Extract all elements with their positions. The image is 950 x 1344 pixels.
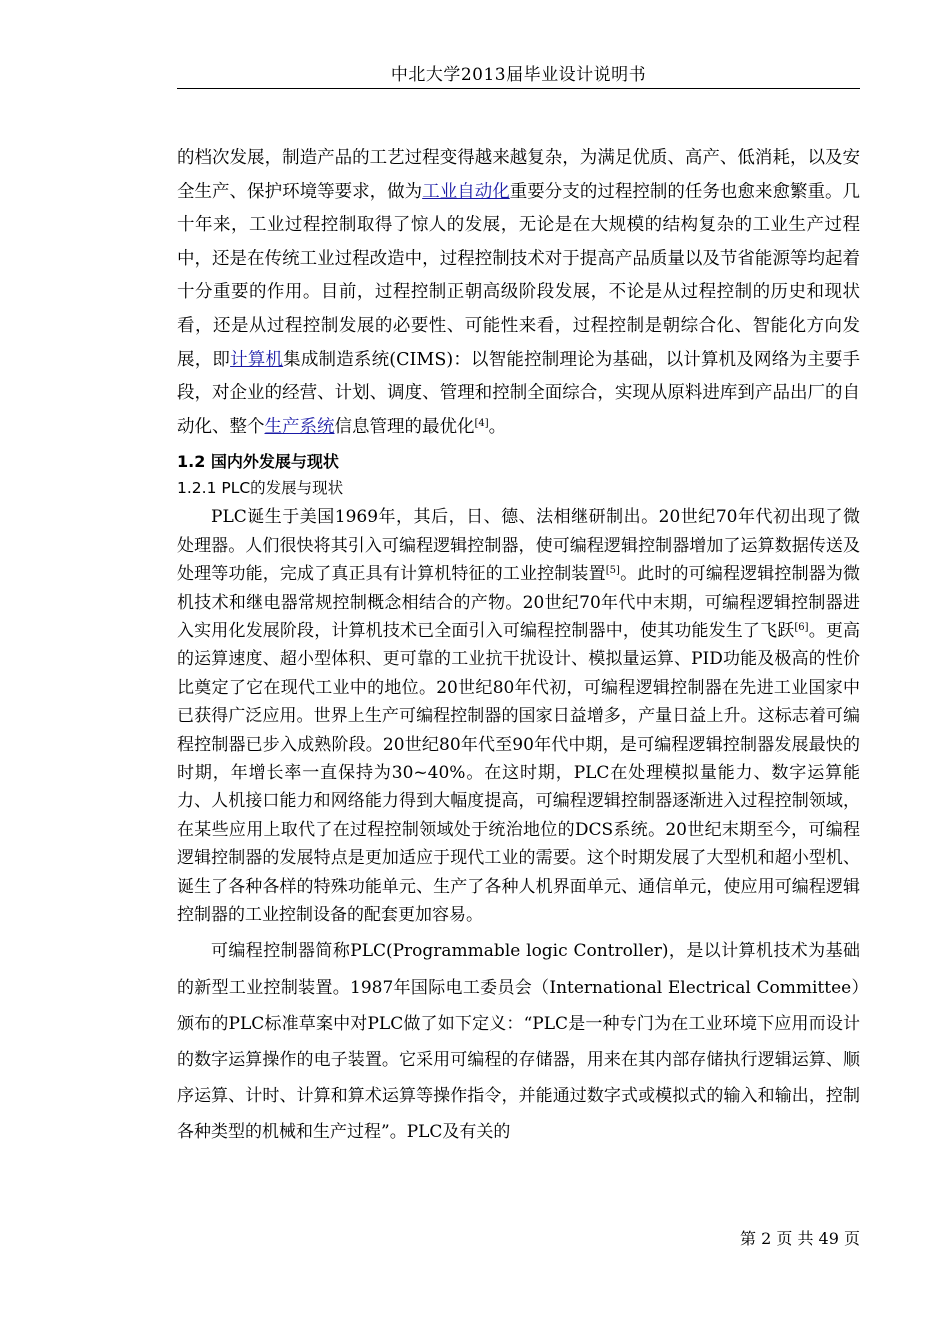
citation-ref-5: [5] <box>605 565 620 577</box>
header-rule <box>177 88 860 89</box>
citation-ref-4: [4] <box>474 417 489 429</box>
para1-text-2: 重要分支的过程控制的任务也愈来愈繁重。几十年来，工业过程控制取得了惊人的发展，无论是在大规模的结构复杂的工业生产过程中，还是在传统工业过程改造中，过程控制技术对于提高产品质量以及节省能源等均起着十分重要的作用。目前，过程控制正朝高级阶段发展，不论是从过程控制的历史和现状看，还是从过程控制发展的必要性、可能性来看，过程控制是朝综合化、智能化方向发展，即 <box>177 181 861 370</box>
para1-text-1: 的档次发展，制造产品的工艺过程变得越来越复杂，为满足优质、高产、低消耗，以及安全生产、保护环境等要求，做为 <box>177 148 860 202</box>
para2-text-3: 。更高的运算速度、超小型体积、更可靠的工业抗干扰设计、模拟量运算、PID功能及极高的性价比奠定了它在现代工业中的地位。20世纪80年代初，可编程逻辑控制器在先进工业国家中已获得广泛应用。世界上生产可编程控制器的国家日益增多，产量日益上升。这标志着可编程控制器已步入成熟阶段。20世纪80年代至90年代中期，是可编程逻辑控制器发展最快的时期，年增长率一直保持为30~40%。在这时期，PLC在处理模拟量能力、数字运算能力、人机接口能力和网络能力得到大幅度提高，可编程逻辑控制器逐渐进入过程控制领域，在某些应用上取代了在过程控制领域处于统治地位的DCS系统。20世纪末期至今，可编程逻辑控制器的发展特点是更加适应于现代工业的需要。这个时期发展了大型机和超小型机、诞生了各种各样的特殊功能单元、生产了各种人机界面单元、通信单元，使应用可编程逻辑控制器的工业控制设备的配套更加容易。 <box>177 620 861 926</box>
page-footer: 第 2 页 共 49 页 <box>740 1229 860 1248</box>
subsection-heading: 1.2.1 PLC的发展与现状 <box>177 479 344 498</box>
paragraph-plc-definition: 可编程控制器简称PLC(Programmable logic Controller)，是以计算机技术为基础的新型工业控制装置。1987年国际电工委员会（International Electrical Committee）颁布的PLC标准草案中对PLC做了如下定义：“PLC是一种专门为在工业环境下应用而设计的数字运算操作的电子装置。它采用可编程的存储器，用来在其内部存储执行逻辑运算、顺序运算、计时、计算和算术运算等操作指令，并能通过数字式或模拟式的输入和输出，控制各种类型的机械和生产过程”。PLC及有关的 <box>177 941 860 1143</box>
link-production-system[interactable]: 生产系统 <box>264 416 335 437</box>
para2-text-1: PLC诞生于美国1969年，其后，日、德、法相继研制出。20世纪70年代初出现了微处理器。人们很快将其引入可编程逻辑控制器，使可编程逻辑控制器增加了运算数据传送及处理等功能，完成了真正具有计算机特征的工业控制装置 <box>177 507 860 585</box>
section-heading: 1.2 国内外发展与现状 <box>177 452 339 472</box>
document-body <box>177 142 860 1151</box>
para1-text-5: 。 <box>488 416 507 437</box>
para1-text-4: 信息管理的最优化 <box>334 416 475 437</box>
paragraph-plc-history <box>177 503 860 929</box>
paragraph-process-control <box>177 142 860 444</box>
link-computer[interactable]: 计算机 <box>230 349 284 370</box>
citation-ref-6: [6] <box>794 621 809 633</box>
para2-text-2: 。此时的可编程逻辑控制器为微机技术和继电器常规控制概念相结合的产物。20世纪70年代中末期，可编程逻辑控制器进入实用化发展阶段，计算机技术已全面引入可编程控制器中，使其功能发生了飞跃 <box>177 564 861 641</box>
page-header: 中北大学2013届毕业设计说明书 <box>390 65 647 85</box>
para1-text-3: 集成制造系统(CIMS)：以智能控制理论为基础，以计算机及网络为主要手段，对企业的经营、计划、调度、管理和控制全面综合，实现从原料进库到产品出厂的自动化、整个 <box>177 349 861 437</box>
link-industrial-automation[interactable]: 工业自动化 <box>422 181 510 202</box>
